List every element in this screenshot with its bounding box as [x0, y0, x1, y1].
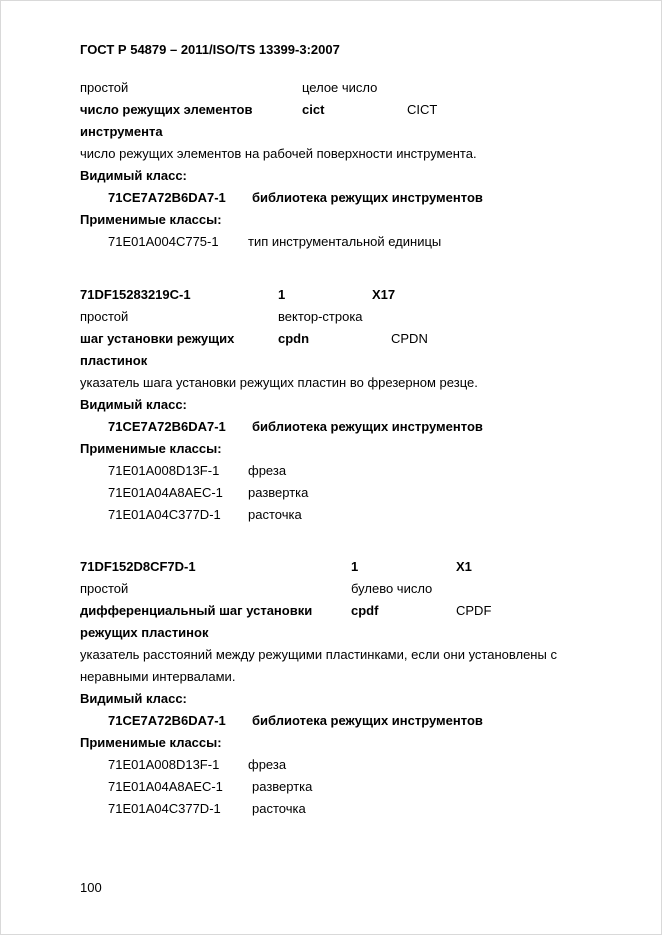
attribute-description: число режущих элементов на рабочей поверхности инструмента. [80, 146, 477, 161]
visible-class-row [1, 189, 661, 206]
applicable-class-name: фреза [248, 757, 287, 772]
type-row [1, 580, 661, 597]
applicable-class-name: тип инструментальной единицы [248, 234, 442, 249]
description-row [1, 145, 661, 162]
attribute-code: cpdf [351, 603, 379, 618]
name-row [1, 602, 661, 619]
applicable-class-name: расточка [252, 801, 306, 816]
applicable-label-row [1, 734, 661, 751]
attribute-datatype: вектор-строка [278, 309, 363, 324]
description-row [1, 646, 661, 663]
attribute-kind: простой [80, 581, 129, 596]
attribute-number: 1 [278, 287, 286, 302]
page-number: 100 [80, 880, 102, 895]
applicable-class-row [1, 778, 661, 795]
attribute-name: дифференциальный шаг установки [80, 603, 313, 618]
attribute-datatype: булево число [351, 581, 433, 596]
applicable-classes-label: Применимые классы: [80, 735, 222, 750]
applicable-class-row [1, 233, 661, 250]
name-row-2 [1, 123, 661, 140]
document-header [1, 41, 661, 58]
applicable-class-name: развертка [248, 485, 309, 500]
applicable-class-id: 71E01A04C377D-1 [108, 801, 221, 816]
visible-class-label: Видимый класс: [80, 691, 187, 706]
description-row-2 [1, 668, 661, 685]
visible-class-label-row [1, 396, 661, 413]
attribute-name: шаг установки режущих [80, 331, 235, 346]
applicable-class-id: 71E01A04A8AEC-1 [108, 779, 223, 794]
description-row [1, 374, 661, 391]
visible-class-id: 71CE7A72B6DA7-1 [108, 190, 226, 205]
attribute-code: cpdn [278, 331, 310, 346]
applicable-class-row [1, 756, 661, 773]
visible-class-id: 71CE7A72B6DA7-1 [108, 419, 226, 434]
name-row [1, 330, 661, 347]
attribute-name-cont: пластинок [80, 353, 148, 368]
attribute-code-upper: CPDF [456, 603, 492, 618]
attribute-x-code: X1 [456, 559, 472, 574]
visible-class-row [1, 712, 661, 729]
attribute-description: указатель шага установки режущих пластин во фрезерном резце. [80, 375, 478, 390]
attribute-code-upper: CICT [407, 102, 438, 117]
applicable-class-name: расточка [248, 507, 302, 522]
attribute-id: 71DF15283219C-1 [80, 287, 191, 302]
applicable-class-id: 71E01A008D13F-1 [108, 757, 220, 772]
visible-class-id: 71CE7A72B6DA7-1 [108, 713, 226, 728]
applicable-classes-label: Применимые классы: [80, 441, 222, 456]
visible-class-label-row [1, 690, 661, 707]
id-row [1, 558, 661, 575]
attribute-kind: простой [80, 80, 129, 95]
header-title: ГОСТ Р 54879 – 2011/ISO/TS 13399-3:2007 [80, 42, 340, 57]
attribute-x-code: X17 [372, 287, 396, 302]
attribute-datatype: целое число [302, 80, 378, 95]
name-row-2 [1, 352, 661, 369]
attribute-code-upper: CPDN [391, 331, 428, 346]
applicable-class-name: развертка [252, 779, 313, 794]
applicable-class-row [1, 506, 661, 523]
document-footer [1, 879, 661, 896]
attribute-number: 1 [351, 559, 359, 574]
name-row [1, 101, 661, 118]
attribute-name-cont: режущих пластинок [80, 625, 209, 640]
attribute-kind: простой [80, 309, 129, 324]
attribute-id: 71DF152D8CF7D-1 [80, 559, 196, 574]
visible-class-label: Видимый класс: [80, 397, 187, 412]
id-row [1, 286, 661, 303]
applicable-label-row [1, 211, 661, 228]
applicable-class-id: 71E01A008D13F-1 [108, 463, 220, 478]
attribute-description-cont: неравными интервалами. [80, 669, 236, 684]
applicable-class-row [1, 484, 661, 501]
attribute-description: указатель расстояний между режущими пластинками, если они установлены с [80, 647, 557, 662]
applicable-class-row [1, 800, 661, 817]
visible-class-name: библиотека режущих инструментов [252, 190, 483, 205]
visible-class-label-row [1, 167, 661, 184]
visible-class-row [1, 418, 661, 435]
attribute-code: cict [302, 102, 325, 117]
applicable-class-row [1, 462, 661, 479]
attribute-name-cont: инструмента [80, 124, 163, 139]
applicable-classes-label: Применимые классы: [80, 212, 222, 227]
visible-class-name: библиотека режущих инструментов [252, 419, 483, 434]
type-row [1, 308, 661, 325]
applicable-label-row [1, 440, 661, 457]
visible-class-label: Видимый класс: [80, 168, 187, 183]
applicable-class-id: 71E01A04A8AEC-1 [108, 485, 223, 500]
name-row-2 [1, 624, 661, 641]
type-row [1, 79, 661, 96]
visible-class-name: библиотека режущих инструментов [252, 713, 483, 728]
applicable-class-id: 71E01A004C775-1 [108, 234, 219, 249]
applicable-class-name: фреза [248, 463, 287, 478]
attribute-name: число режущих элементов [80, 102, 253, 117]
applicable-class-id: 71E01A04C377D-1 [108, 507, 221, 522]
